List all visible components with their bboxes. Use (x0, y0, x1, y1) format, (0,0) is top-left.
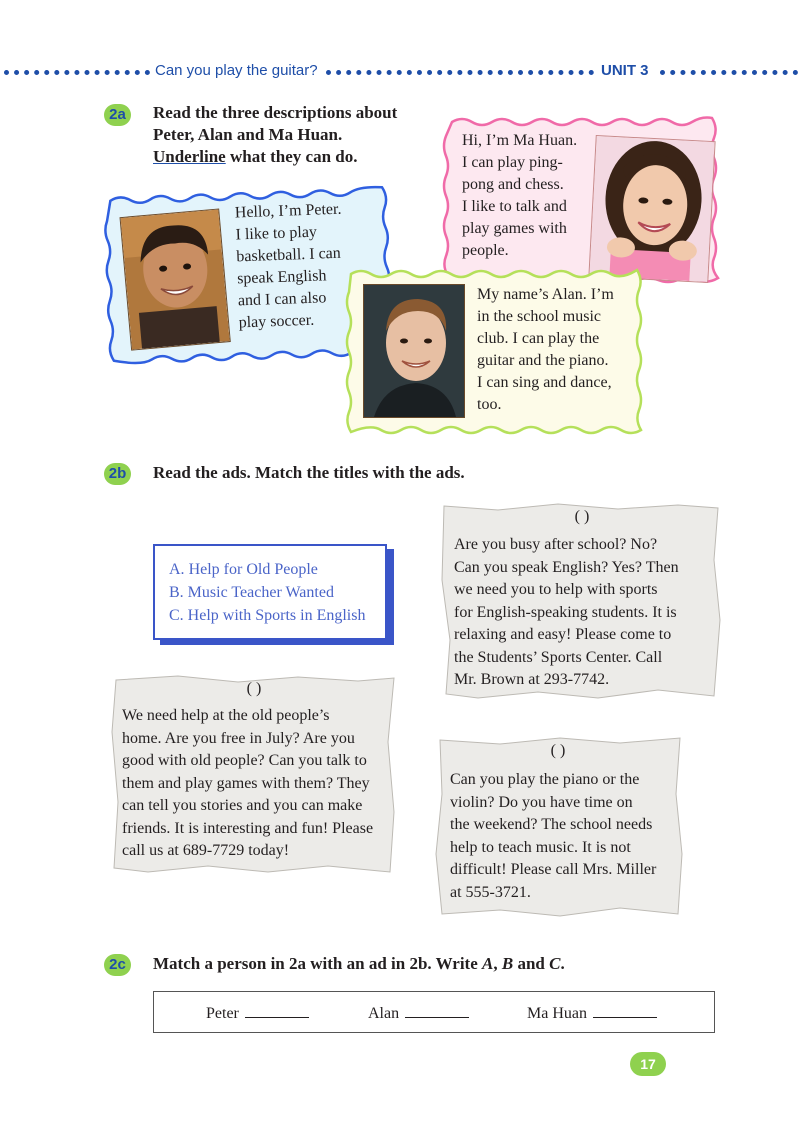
ma-huan-text (462, 130, 602, 262)
boy-portrait-icon (364, 285, 464, 417)
text-line: difficult! Please call Mrs. Miller (450, 861, 657, 878)
text-line: basketball. I can (236, 244, 342, 266)
text-line: Mr. Brown at 293-7742. (454, 671, 610, 688)
answer-paren[interactable]: ( ) (550, 742, 566, 759)
text-line: too. (477, 396, 502, 413)
text-line: friends. It is interesting and fun! Please (122, 819, 374, 837)
text-line: we need you to help with sports (454, 581, 658, 598)
text-line: violin? Do you have time on (450, 793, 633, 811)
text-line: I can play ping- (462, 154, 563, 171)
option-c (169, 604, 385, 627)
text-line: can tell you stories and you can make (122, 797, 363, 814)
instruction-2b: Read the ads. Match the titles with the ads. (153, 463, 465, 482)
text-line: and I can also (237, 289, 327, 310)
boy-portrait-icon (121, 210, 230, 350)
person-name: Peter (206, 1005, 239, 1022)
person-name: Ma Huan (527, 1005, 587, 1022)
answer-blank[interactable] (593, 1003, 657, 1018)
alan-card (345, 266, 645, 436)
instruction-2a-rest: what they can do. (225, 147, 358, 166)
option-a (169, 558, 385, 581)
person-name: Alan (368, 1005, 400, 1022)
alan-text (477, 284, 641, 416)
text-line: them and play games with them? They (122, 774, 370, 792)
answer-blank[interactable] (245, 1003, 309, 1018)
letter-c: C (549, 954, 561, 973)
lesson-title: Can you play the guitar? (155, 62, 318, 79)
text-line: the Students’ Sports Center. Call (454, 648, 663, 666)
text-line: home. Are you free in July? Are you (122, 729, 355, 747)
unit-label: UNIT 3 (601, 62, 649, 79)
text-line: relaxing and easy! Please come to (454, 626, 672, 643)
title-options-box (153, 544, 387, 640)
answer-ma-huan (527, 1003, 657, 1023)
alan-photo (363, 284, 465, 418)
answer-alan (368, 1003, 469, 1023)
text-line: Hi, I’m Ma Huan. (462, 132, 578, 149)
text-line: I like to play (235, 223, 318, 244)
peter-photo (120, 208, 231, 350)
text-line: play games with (462, 220, 567, 237)
section-badge-2a: 2a (104, 104, 131, 126)
instruction-2a-line3 (153, 146, 443, 168)
text-line: Can you speak English? Yes? Then (454, 558, 679, 576)
text-line: I can sing and dance, (477, 374, 612, 391)
answer-peter (206, 1003, 309, 1023)
text-line: I like to talk and (462, 198, 567, 215)
text-line: at 555-3721. (450, 883, 531, 901)
letter-b: B (501, 954, 514, 973)
ad-sports-text (454, 534, 720, 692)
instruction-2a-line1: Read the three descriptions about (153, 103, 398, 122)
header-dotted-rule-left (4, 70, 150, 75)
ma-huan-photo (588, 135, 715, 283)
answer-paren[interactable]: ( ) (246, 680, 262, 697)
text-line: in the school music (477, 308, 601, 325)
ad-music-note (430, 734, 686, 920)
instruction-2c (153, 953, 673, 975)
text-line: good with old people? Can you talk to (122, 752, 367, 769)
text-line: Can you play the piano or the (450, 771, 640, 788)
instruction-2c-prefix: Match a person in 2a with an ad in 2b. Write (153, 954, 483, 973)
text-line: club. I can play the (477, 330, 600, 347)
separator: , (493, 954, 502, 973)
text-line: call us at 689-7729 today! (122, 842, 290, 859)
text-line: people. (462, 242, 509, 259)
option-b (169, 581, 385, 604)
text-line: We need help at the old people’s (122, 707, 330, 724)
option-letter: C. (169, 607, 184, 624)
option-letter: B. (169, 584, 184, 601)
ad-old-people-note (108, 672, 400, 878)
header-dotted-rule-mid (326, 70, 594, 75)
option-text: Help with Sports in English (187, 607, 366, 624)
text-line: pong and chess. (462, 176, 564, 193)
section-badge-2b: 2b (104, 463, 131, 485)
ma-huan-card (438, 108, 728, 290)
ad-music-text (450, 769, 686, 904)
text-line: Hello, I’m Peter. (234, 200, 342, 222)
text-line: help to teach music. It is not (450, 838, 631, 856)
section-badge-2c: 2c (104, 954, 131, 976)
text-line: guitar and the piano. (477, 352, 609, 369)
text-line: the weekend? The school needs (450, 816, 653, 833)
page-number: 17 (630, 1052, 666, 1076)
header-dotted-rule-right (660, 70, 798, 75)
girl-portrait-icon (589, 136, 714, 282)
instruction-2a (153, 102, 443, 168)
conjunction: and (513, 954, 550, 973)
answer-paren[interactable]: ( ) (574, 508, 590, 525)
option-text: Help for Old People (188, 561, 318, 578)
text-line: My name’s Alan. I’m (477, 286, 614, 303)
period: . (560, 954, 565, 973)
text-line: Are you busy after school? No? (454, 536, 658, 553)
ad-sports-note (438, 500, 726, 704)
title-options-list (169, 558, 385, 627)
option-text: Music Teacher Wanted (187, 584, 334, 601)
letter-a: A (482, 954, 494, 973)
underline-word: Underline (153, 147, 226, 166)
text-line: for English-speaking students. It is (454, 603, 677, 621)
text-line: speak English (236, 267, 327, 288)
option-letter: A. (169, 561, 185, 578)
text-line: play soccer. (238, 311, 315, 332)
instruction-2a-line2: Peter, Alan and Ma Huan. (153, 125, 343, 144)
answer-blank[interactable] (405, 1003, 469, 1018)
ad-old-people-text (122, 705, 398, 863)
